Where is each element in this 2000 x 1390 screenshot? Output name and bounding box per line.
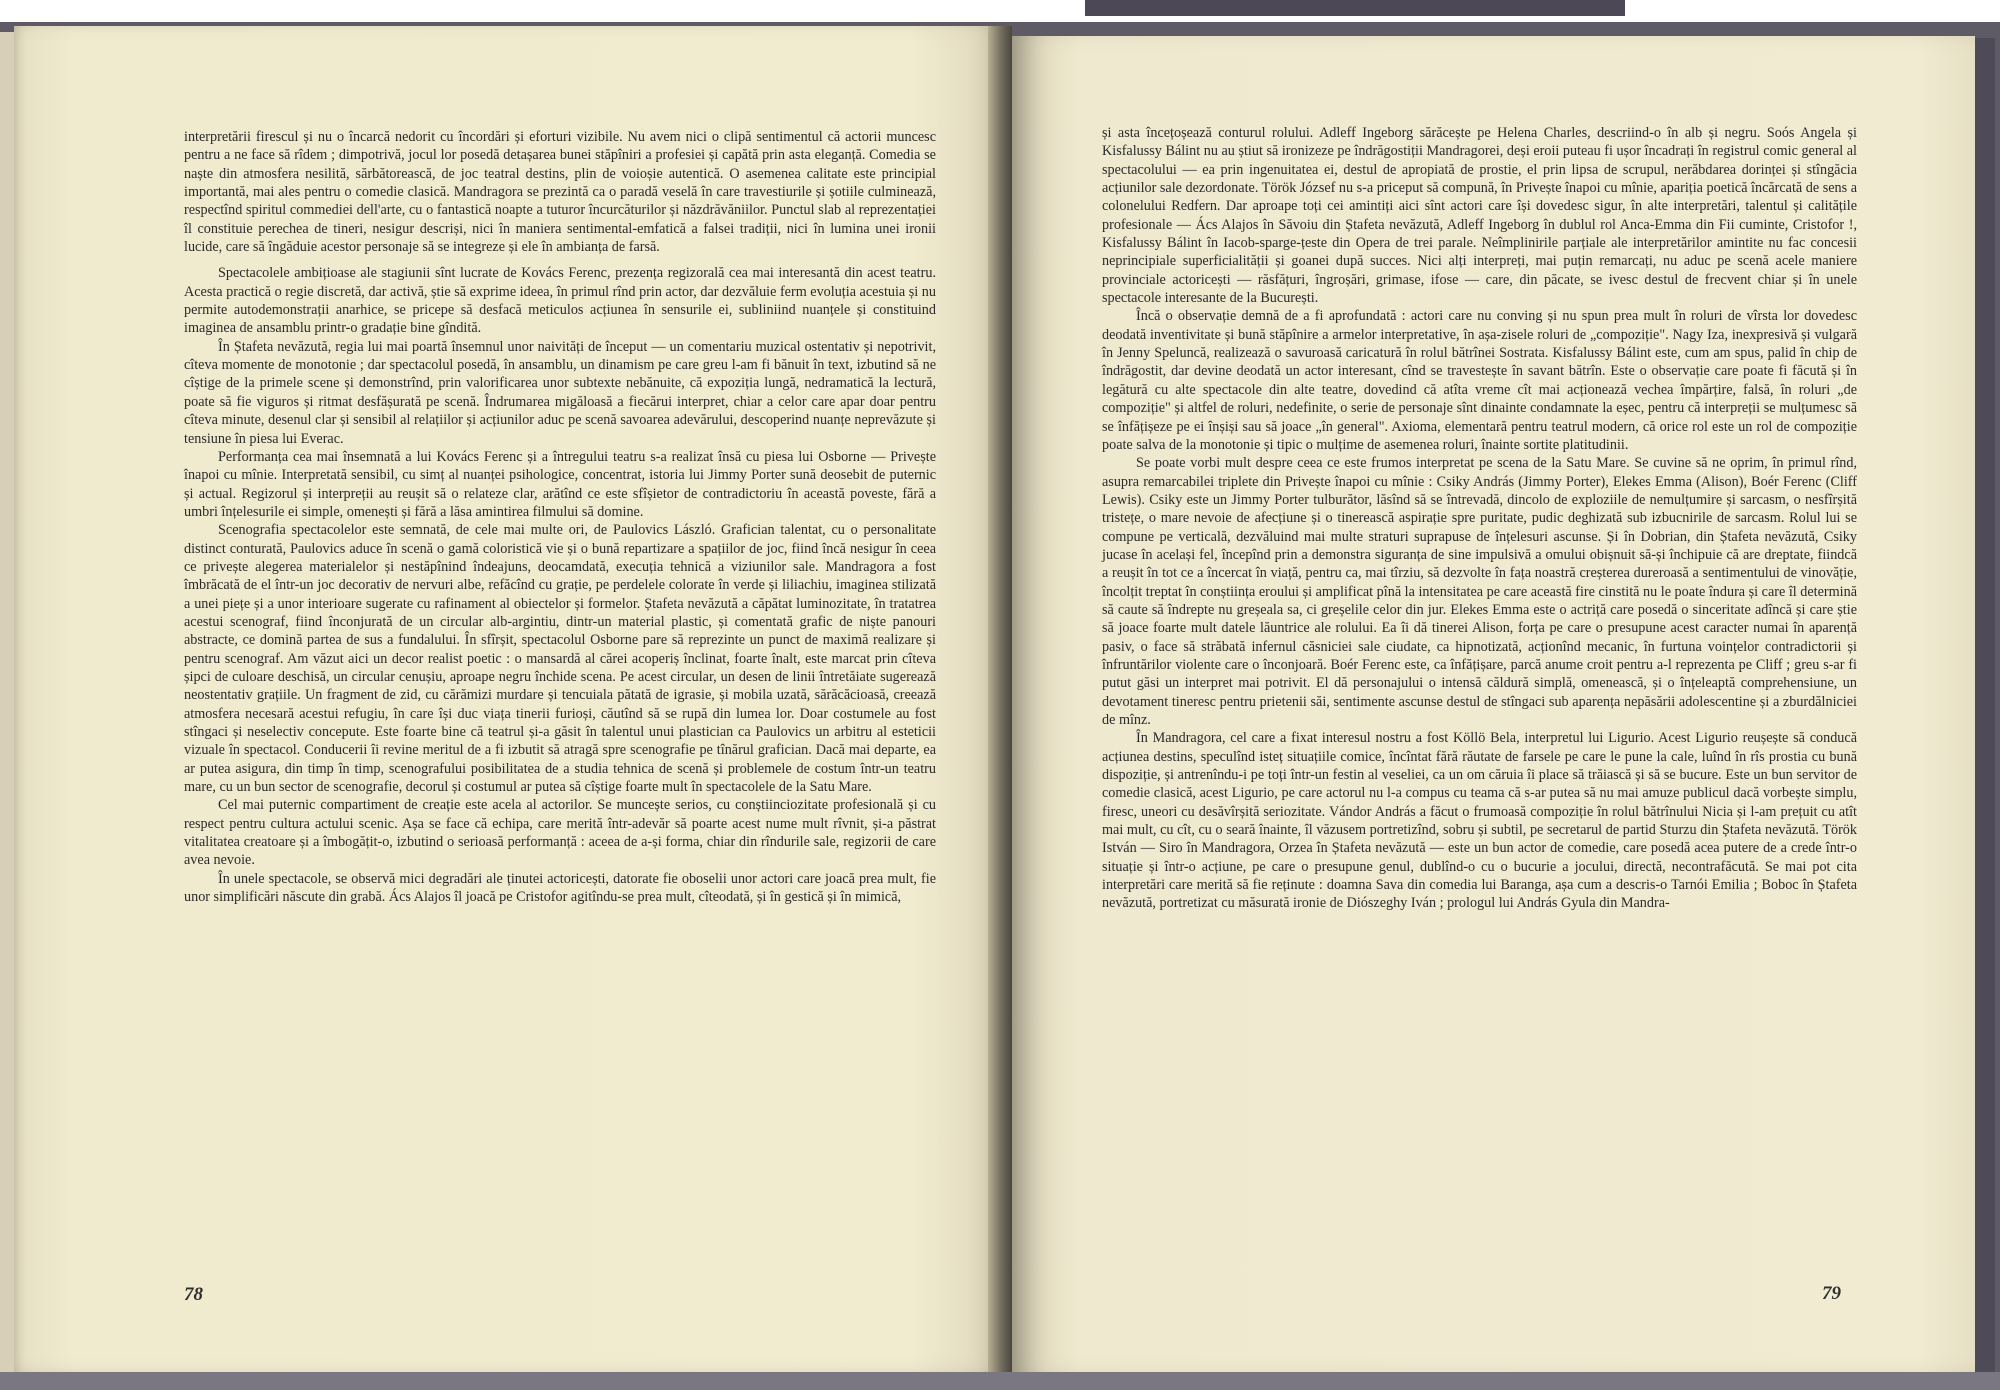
- left-paragraph-3: În Ștafeta nevăzută, regia lui mai poartă însemnul unor naivități de început — un comentariu muzical ostentativ și nepotrivit, cîteva momente de monotonie ; dar spectacolul posedă, în ansamblu, un dinamism pe care greu l-am fi bănuit în text, izbutind să ne cîștige de la primele scene și demonstrînd, prin valorificarea unor subtexte nebănuite, că expoziția lungă, nedramatică la lectură, poate să fie viguros și ritmat desfășurată pe scenă. Îndrumarea migăloasă a fiecărui interpret, chiar a celor care apar doar pentru cîteva minute, desenul clar și sensibil al relațiilor și acțiunilor aduc pe scenă savoarea adevărului, descoperind nuanțe neprevăzute și tensiune în piesa lui Everac.: [184, 338, 936, 447]
- right-paragraph-3: Se poate vorbi mult despre ceea ce este frumos interpretat pe scena de la Satu Mare. Se cuvine să ne oprim, în primul rînd, asupra remarcabilei triplete din Privește înapoi cu mînie : Csiky András (Jimmy Porter), Elekes Emma (Alison), Boér Ferenc (Cliff Lewis). Csiky este un Jimmy Porter tulburător, lăsînd să se întrevadă, dincolo de exploziile de nemulțumire și sarcasm, o nesfîrșită tristețe, o mare nevoie de afecțiune și o tinerească aspirație spre puritate, pudic deghizată sub izbucnirile de sarcasm. Rolul lui se compune pe verticală, dezvăluind mai multe straturi suprapuse de înțelesuri ascunse. Și în Dobrian, din Ștafeta nevăzută, Csiky jucase în același fel, începînd prin a demonstra siguranța de sine impulsivă a omului obișnuit să-și închipuie că are dreptate, fiindcă a reușit în tot ce a încercat în viață, pentru ca, mai tîrziu, să dezvolte în fața noastră creșterea dureroasă a sentimentului de vinovăție, încolțit treptat în conștiința eroului și amplificat pînă la intensitatea pe care această fire cinstită nu le poate îndura și care îl determină să caute să îndrepte nu greșeala sa, ci greșelile celor din jur. Elekes Emma este o actriță care posedă o sinceritate adîncă și care știe să joace foarte mult datele lăuntrice ale rolului. Ea îi dă tinerei Alison, forța pe care o presupune acest caracter numai în aparență pasiv, o face să străbată infernul căsniciei sale ciudate, ca hipnotizată, acționînd mecanic, în furtuna voințelor contradictorii și înfruntărilor violente care o înconjoară. Boér Ferenc este, ca înfățișare, parcă anume croit pentru a-l reprezenta pe Cliff ; greu s-ar fi putut găsi un interpret mai potrivit. El dă personajului o intensă căldură simplă, omenească, și o înțeleaptă comprehensiune, un devotament tineresc pentru prietenii săi, sentimente ascunse destul de stîngaci sub aparența nepăsării adolescentine și a zburdălniciei de mînz.: [1102, 455, 1857, 728]
- left-paragraph-5: Scenografia spectacolelor este semnată, de cele mai multe ori, de Paulovics László. Grafician talentat, cu o personalitate distinct conturată, Paulovics aduce în scenă o gamă coloristică vie și o bună repartizare a spațiilor de joc, fiind încă nesigur în ceea ce privește alegerea materialelor și nestăpînind îndeajuns, deocamdată, execuția tehnică a viziunilor sale. Mandragora a fost îmbrăcată de el într-un joc decorativ de nervuri albe, refăcînd cu grație, pe perdelele colorate în verde și liliachiu, imaginea stilizată a unei piețe și a unor interioare sugerate cu rafinament al obiectelor și formelor. Ștafeta nevăzută a căpătat luminozitate, în tratatrea acestui scenograf, fiind înconjurată de un circular alb-argintiu, dintr-un material plastic, și comentată grafic de niște panouri abstracte, ce domină partea de sus a fundalului. În sfîrșit, spectacolul Osborne pare să reprezinte un punct de maximă realizare și pentru scenograf. Am văzut aici un decor realist poetic : o mansardă al cărei acoperiș înclinat, foarte înalt, este marcat prin cîteva șipci de culoare deschisă, un circular cenușiu, aproape negru închide scena. Pe acest circular, un desen de linii întretăiate sugerează neostentativ grațiile. Un fragment de zid, cu cărămizi murdare și tencuiala pătată de igrasie, și mobila uzată, sărăcăcioasă, creează atmosfera necesară acestui refugiu, în care își duc viața tinerii furioși, căutînd să se rupă din lumea lor. Doar costumele au fost stîngaci și neselectiv concepute. Este foarte bine că teatrul și-a găsit în talentul unui plastician ca Paulovics un arbitru al esteticii vizuale în spectacol. Conducerii îi revine meritul de a fi izbutit să atragă spre scenografie pe tînărul grafician. Dacă mai departe, ea ar putea asigura, din timp în timp, scenografului posibilitatea de a studia tehnica de scenă și problemele de costum într-un teatru mare, cu un bun sector de scenografie, decorul și costumul ar putea să cîștige foarte mult în spectacolele de la Satu Mare.: [184, 522, 936, 796]
- left-page-body: [184, 128, 936, 906]
- left-paragraph-2: Spectacolele ambițioase ale stagiunii sînt lucrate de Kovács Ferenc, prezența regizorală cea mai interesantă din acest teatru. Acesta practică o regie discretă, dar activă, știe să exprime ideea, în primul rînd prin actor, dar dezvăluie ferm evoluția acestuia și nu permite autodemonstrații anarhice, se pricepe să desfacă meticulos acțiunea în sensurile ei, subliniind nuanțele și constituind imaginea de ansamblu printr-o gradație bine gîndită.: [184, 265, 936, 337]
- right-paragraph-2: Încă o observație demnă de a fi aprofundată : actori care nu conving și nu spun prea mult în roluri de vîrsta lor dovedesc deodată inventivitate și bună stăpînire a armelor interpretative, în așa-zisele roluri de „compoziție". Nagy Iza, inexpresivă și vulgară în Jenny Speluncă, realizează o savuroasă caricatură în rolul bătrînei Sostrata. Kisfalussy Bálint este, cum am spus, palid în chip de îndrăgostit, dar devine deodată un actor interesant, cînd se travestește în savant bătrîn. Este o observație care poate fi făcută și în legătură cu alte spectacole din alte teatre, dovedind că atîta vreme cît mai acționează vechea împărțire, falsă, în roluri „de compoziție" și altfel de roluri, nedefinite, o serie de personaje sînt dinainte condamnate la eșec, pentru că interpreții se mulțumesc să se înfățișeze pe ei înșiși sau să joace „în general". Axioma, elementară pentru teatrul modern, că orice rol este un rol de compoziție poate salva de la monotonie și tipic o mulțime de asemenea roluri, înainte sortite platitudinii.: [1102, 308, 1857, 453]
- top-backdrop: [0, 0, 2000, 22]
- left-page: [14, 26, 1010, 1372]
- top-backdrop-chip: [1085, 0, 1625, 16]
- book-cover-left-edge: [0, 32, 15, 1372]
- bottom-backdrop: [0, 1372, 2000, 1390]
- right-page: [1012, 36, 1975, 1372]
- book-cover-right-edge: [1975, 38, 1995, 1372]
- page-number-right: 79: [1822, 1283, 1841, 1304]
- left-paragraph-1: interpretării firescul și nu o încarcă nedorit cu încordări și eforturi vizibile. Nu avem nici o clipă sentimentul că actorii muncesc pentru a ne face să rîdem ; dimpotrivă, jocul lor posedă detașarea bunei stăpîniri a profesiei și capătă prin asta eleganță. Comedia se naște din atmosfera nesilită, sărbătorească, de joc teatral destins, plin de voioșie autentică. O asemenea calitate este principial importantă, mai ales pentru o comedie clasică. Mandragora se prezintă ca o paradă veselă în care travestiurile și șotiile culminează, respectînd spiritul commediei dell'arte, cu o fantastică noapte a tuturor încurcăturilor și năzdrăvăniilor. Punctul slab al reprezentației îl constituie perechea de tineri, nesigur descriși, nici în maniera sentimental-emfatică a falsei tradiții, nici în lumina unei ironii lucide, care să îngăduie acestor personaje să se integreze și ele în ambianța de farsă.: [184, 129, 936, 256]
- right-paragraph-4: În Mandragora, cel care a fixat interesul nostru a fost Köllö Bela, interpretul lui Ligurio. Acest Ligurio reușește să conducă acțiunea destins, speculînd isteț situațiile comice, încîntat fără răutate de farsele pe care le pune la cale, luînd în rîs prostia cu bună dispoziție, și antrenîndu-i pe toți într-un festin al veseliei, ca un om căruia îi place să trăiască și să se bucure. Este un bun servitor de comedie clasică, acest Ligurio, pe care actorul nu l-a compus cu teama că s-ar putea să nu mai amuze publicul dacă vorbește simplu, firesc, uneori cu desăvîrșită seriozitate. Vándor András a făcut o frumoasă compoziție în rolul bătrînului Nicia și l-am prețuit cu atît mai mult, cu cît, cu o seară înainte, îl văzusem portretizînd, sobru și subtil, pe secretarul de partid Sturzu din Ștafeta nevăzută. Török István — Siro în Mandragora, Orzea în Ștafeta nevăzută — este un bun actor de comedie, care posedă acea putere de a crede într-o situație și într-o acțiune, pe care o presupune genul, dublînd-o cu o bucurie a jocului, directă, necontrafăcută. Se mai pot cita interpretări care merită să fie reținute : doamna Sava din comedia lui Baranga, așa cum a descris-o Tarnói Emilia ; Boboc în Ștafeta nevăzută, portretizat cu măsurată ironie de Diószeghy Iván ; prologul lui András Gyula din Mandra-: [1102, 730, 1857, 912]
- book-gutter: [988, 26, 1012, 1372]
- left-paragraph-7: În unele spectacole, se observă mici degradări ale ținutei actoricești, datorate fie oboselii unor actori care joacă prea mult, fie unor simplificări născute din grabă. Ács Alajos îl joacă pe Cristofor agitîndu-se prea mult, cîteodată, și în gestică și în mimică,: [184, 870, 936, 906]
- right-paragraph-1: și asta încețoșează conturul rolului. Adleff Ingeborg sărăcește pe Helena Charles, descriind-o în alb și negru. Soós Angela și Kisfalussy Bálint nu au știut să ironizeze pe îndrăgostiții Mandragorei, deși eroii puteau fi ușor încadrați în registrul comic general al spectacolului — ea prin ingenuitatea ei, destul de apropiată de prostie, el prin lipsa de scrupul, nerăbdarea dorinței și stîngăcia acțiunilor sale dezordonate. Török József nu s-a priceput să compună, în Privește înapoi cu mînie, apariția poetică încărcată de sens a colonelului Redfern. Dar aproape toți cei amintiți aici sînt actori care își dovedesc sigur, în alte interpretări, talentul și calitățile profesionale — Ács Alajos în Săvoiu din Ștafeta nevăzută, Adleff Ingeborg în dublul rol Anca-Emma din Fii cuminte, Cristofor !, Kisfalussy Bálint în Iacob-sparge-țeste din Opera de trei parale. Neîmplinirile parțiale ale interpretărilor amintite nu fac concesii neprincipiale superficialității și goanei după succes. Nici alți interpreți, mai puțin remarcați, nu aduc pe scenă acele maniere provinciale actoricești — răsfățuri, îngroșări, grimase, ifose — care, din păcate, se ivesc destul de frecvent chiar și în unele spectacole interesante de la București.: [1102, 125, 1857, 307]
- page-number-left: 78: [184, 1284, 203, 1305]
- right-page-body: [1102, 124, 1857, 913]
- left-paragraph-6: Cel mai puternic compartiment de creație este acela al actorilor. Se muncește serios, cu conștiinciozitate profesională și cu respect pentru cultura actului scenic. Așa se face că echipa, care merită într-adevăr să poarte acest nume mult rîvnit, și-a păstrat vitalitatea creatoare și a îmbogățit-o, izbutind o serioasă performanță : aceea de a-și forma, chiar din rîndurile sale, regizorii de care avea nevoie.: [184, 797, 936, 869]
- left-paragraph-4: Performanța cea mai însemnată a lui Kovács Ferenc și a întregului teatru s-a realizat însă cu piesa lui Osborne — Privește înapoi cu mînie. Interpretată sensibil, cu simț al nuanței psihologice, concentrat, istoria lui Jimmy Porter sună deosebit de puternic și actual. Regizorul și interpreții au reușit să o relateze clar, arătînd ce este sfîșietor de contradictoriu în această poveste, fără a umbri înțelesurile ei simple, omenești și fără a lăsa amintirea filmului să domine.: [184, 448, 936, 520]
